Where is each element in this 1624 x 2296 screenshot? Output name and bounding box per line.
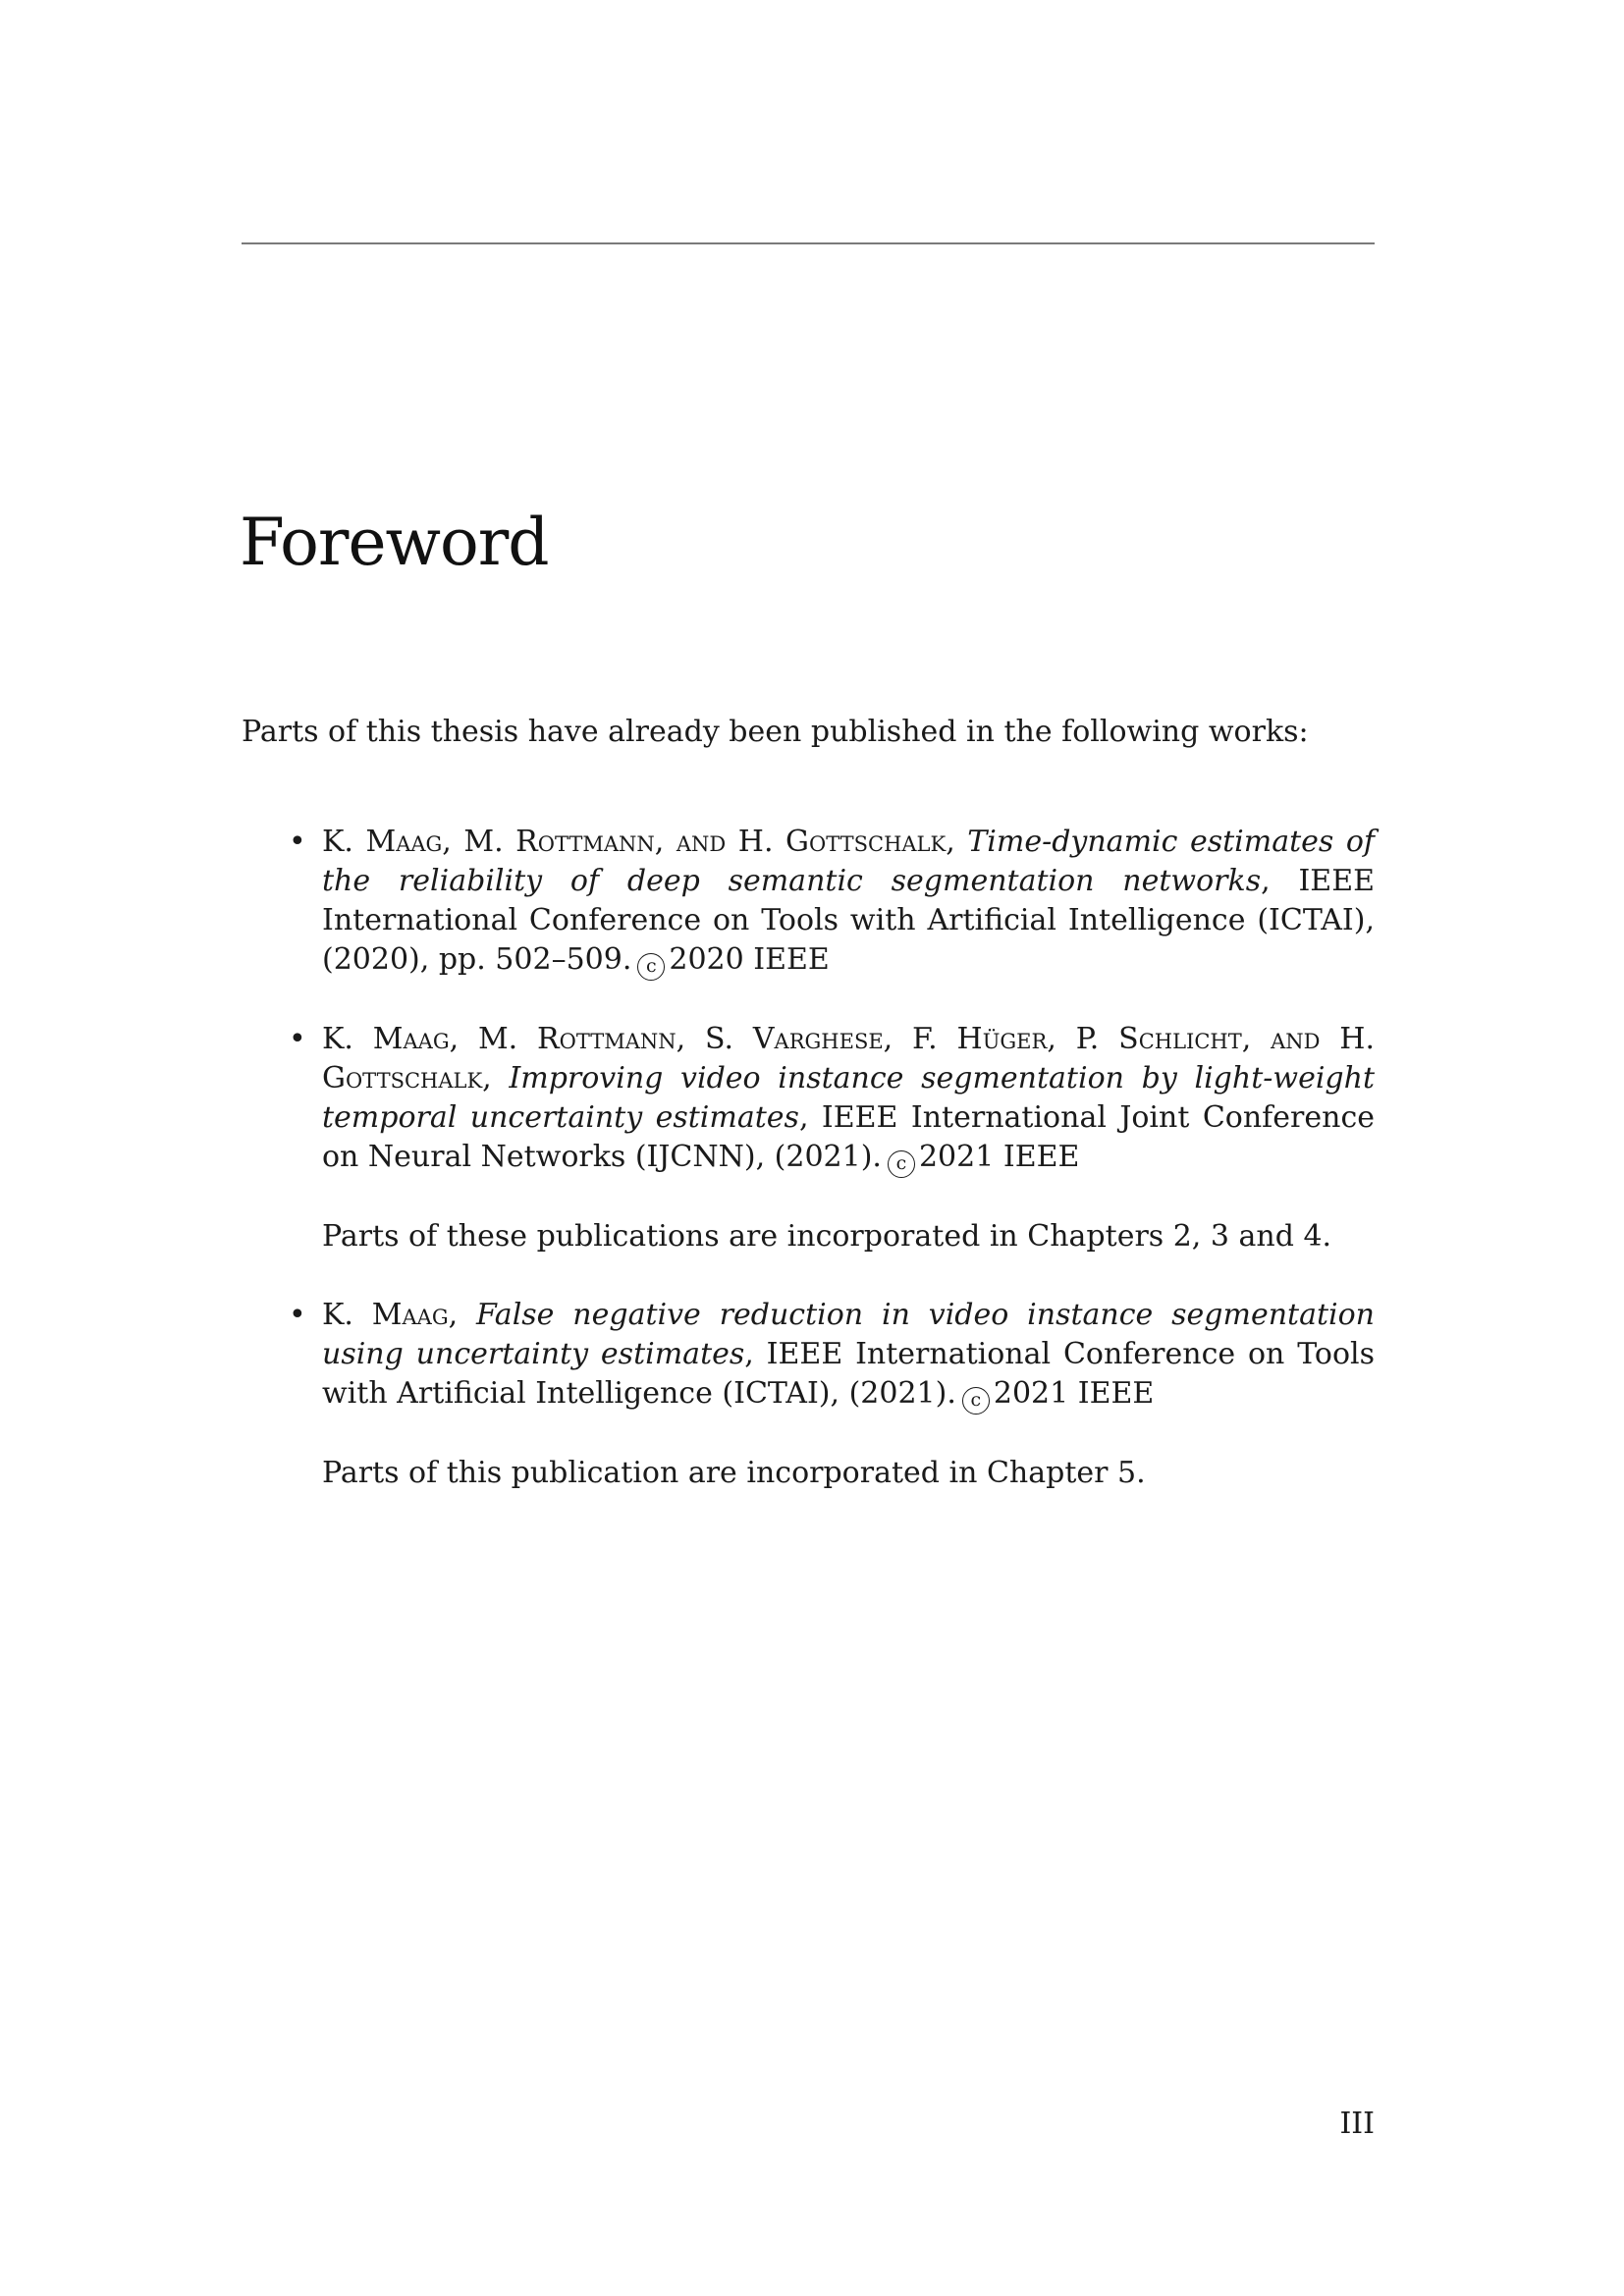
publication-copyright: 2021 IEEE	[993, 1376, 1155, 1411]
publication-title: Time-dynamic estimates of the reliability of deep semantic segmentation networks	[322, 825, 1375, 898]
publication-note: Parts of these publications are incorporated in Chapters 2, 3 and 4.	[322, 1219, 1332, 1254]
publication-venue: IEEE International Conference on Tools with Artificial Intelligence (ICTAI), (2021).	[322, 1337, 1375, 1411]
bullet-icon: •	[289, 1298, 306, 1332]
copyright-icon: c	[962, 1387, 990, 1415]
intro-paragraph: Parts of this thesis have already been published in the following works:	[242, 715, 1309, 749]
publication-venue: IEEE International Joint Conference on Neural Networks (IJCNN), (2021).	[322, 1100, 1375, 1174]
page-number: III	[1339, 2107, 1375, 2141]
publication-list	[242, 823, 1375, 1493]
publication-item-3: • K. Maag, False negative reduction in video instance segmentation using uncertainty estimates, IEEE International Conference on Tools with Artificial Intelligence (ICTAI), (2021). c 2021 IEEE Parts of this publication are incorporated in Chapter 5.	[242, 1296, 1375, 1493]
header-rule	[242, 242, 1375, 244]
bullet-icon: •	[289, 1022, 306, 1056]
copyright-icon: c	[637, 953, 665, 981]
publication-note: Parts of this publication are incorporated in Chapter 5.	[322, 1456, 1146, 1490]
bullet-icon: •	[289, 825, 306, 859]
publication-authors: K. Maag, M. Rottmann, S. Varghese, F. Hüger, P. Schlicht, and H. Gottschalk	[322, 1022, 1375, 1095]
publication-authors: K. Maag, M. Rottmann, and H. Gottschalk	[322, 825, 947, 859]
publication-item-2: • K. Maag, M. Rottmann, S. Varghese, F. Hüger, P. Schlicht, and H. Gottschalk, Improving video instance segmentation by light-weight temporal uncertainty estimates, IEEE International Joint Conference on Neural Networks (IJCNN), (2021). c 2021 IEEE Parts of these publications are incorporated in Chapters 2, 3 and 4.	[242, 1020, 1375, 1256]
publication-copyright: 2020 IEEE	[669, 942, 830, 977]
publication-copyright: 2021 IEEE	[918, 1140, 1080, 1174]
publication-authors: K. Maag	[322, 1298, 449, 1332]
publication-title: False negative reduction in video instance segmentation using uncertainty estimates	[322, 1298, 1375, 1371]
publication-venue: IEEE International Conference on Tools with Artificial Intelligence (ICTAI), (2020), pp. 502–509.	[322, 864, 1375, 977]
copyright-icon: c	[888, 1150, 915, 1178]
publication-title: Improving video instance segmentation by light-weight temporal uncertainty estimates	[322, 1061, 1375, 1135]
chapter-title: Foreword	[240, 505, 549, 580]
publication-item-1: • K. Maag, M. Rottmann, and H. Gottschalk, Time-dynamic estimates of the reliability of deep semantic segmentation networks, IEEE International Conference on Tools with Artificial Intelligence (ICTAI), (2020), pp. 502–509. c 2020 IEEE	[242, 823, 1375, 981]
